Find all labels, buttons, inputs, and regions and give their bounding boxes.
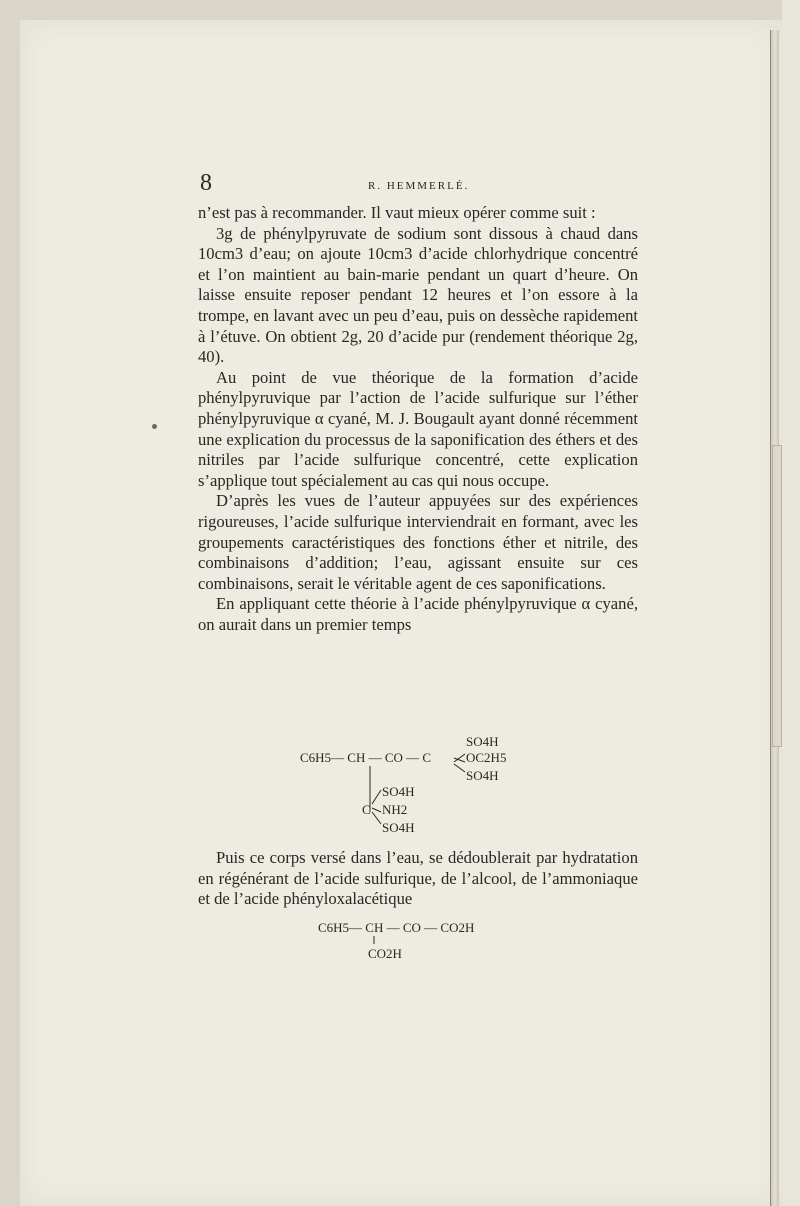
formula-2-drawing <box>318 918 528 968</box>
bond-line <box>372 812 381 824</box>
margin-mark <box>152 424 157 429</box>
chemical-formula-1 <box>290 732 550 842</box>
formula-left-top: SO4H <box>382 784 415 799</box>
paragraph: Au point de vue théorique de la formation d’acide phénylpyruvique par l’action de l’acide sulfurique sur l’éther phénylpyruvique α cyané, M. J. Bougault ayant donné récemment une explication du processus de la saponification des éthers et des nitriles par l’acide sulfurique concentré, cette explication s’applique tout spécialement au cas qui nous occupe. <box>198 367 638 490</box>
paragraph: n’est pas à recommander. Il vaut mieux opérer comme suit : <box>198 203 596 222</box>
bond-line <box>372 790 381 804</box>
paragraph: D’après les vues de l’auteur appuyées sur des expériences rigoureuses, l’acide sulfurique interviendrait en formant, avec les groupements caractéristiques des fonctions éther et nitrile, des combinaisons d’addition; l’eau, agissant ensuite sur ces combinaisons, serait le véritable agent de ces saponifications. <box>198 491 638 593</box>
formula-left-carbon: C <box>362 802 371 817</box>
body-text-continued <box>198 848 638 910</box>
paragraph: En appliquant cette théorie à l’acide phénylpyruvique α cyané, on aurait dans un premier temps <box>198 594 638 634</box>
page-number: 8 <box>200 170 212 196</box>
right-edge <box>782 0 800 1206</box>
formula-2-branch: CO2H <box>368 946 402 961</box>
running-head: R. HEMMERLÉ. <box>368 180 470 192</box>
bond-line <box>372 808 381 812</box>
formula-right-top: SO4H <box>466 734 499 749</box>
formula-right-mid: OC2H5 <box>466 750 507 765</box>
chemical-formula-2 <box>318 918 528 968</box>
formula-left-bottom: SO4H <box>382 820 415 835</box>
page-tab <box>772 445 782 747</box>
paragraph: Puis ce corps versé dans l’eau, se dédoublerait par hydratation en régénérant de l’acide sulfurique, de l’alcool, de l’ammoniaque et de l’acide phényloxalacétique <box>198 848 638 909</box>
paragraph: 3g de phénylpyruvate de sodium sont dissous à chaud dans 10cm3 d’eau; on ajoute 10cm3 d’acide chlorhydrique concentré et l’on maintient au bain-marie pendant un quart d’heure. On laisse ensuite reposer pendant 12 heures et l’on essore à la trompe, en lavant avec un peu d’eau, puis on dessèche rapidement à l’étuve. On obtient 2g, 20 d’acide pur (rendement théorique 2g, 40). <box>198 223 638 367</box>
formula-left-mid: NH2 <box>382 802 408 817</box>
body-text <box>198 203 638 635</box>
formula-right-bottom: SO4H <box>466 768 499 783</box>
formula-main-chain: C6H5— CH — CO — C <box>300 750 432 765</box>
bond-line <box>454 754 465 762</box>
formula-2-main-chain: C6H5— CH — CO — CO2H <box>318 920 475 935</box>
formula-1-drawing <box>290 732 550 842</box>
bond-line <box>454 764 465 772</box>
